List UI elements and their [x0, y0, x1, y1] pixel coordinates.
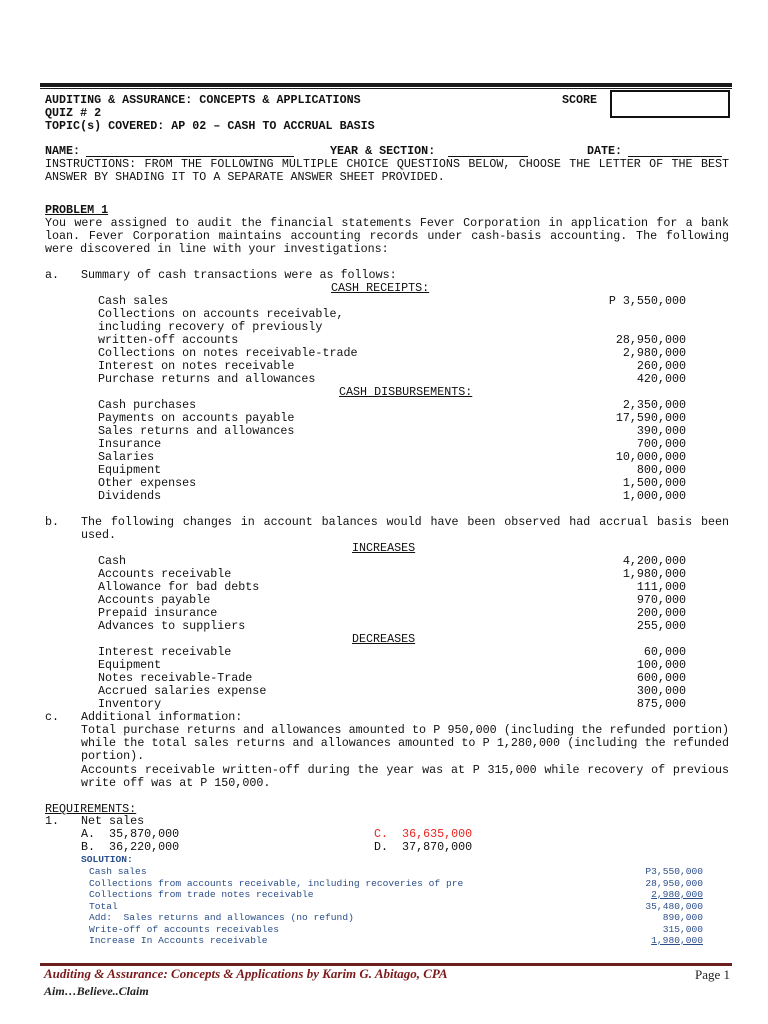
line-item-value: 300,000 — [636, 684, 686, 698]
line-item-label: Collections on accounts receivable, — [98, 307, 344, 321]
line-item-label: Allowance for bad debts — [98, 580, 260, 594]
name-label: NAME: — [45, 144, 81, 158]
line-item-value: 1,980,000 — [651, 935, 703, 946]
line-item-value: 28,950,000 — [615, 333, 686, 347]
question-1-number: 1. — [45, 814, 60, 828]
instructions: INSTRUCTIONS: FROM THE FOLLOWING MULTIPLE CHOICE QUESTIONS BELOW, CHOOSE THE LETTER OF THE BEST ANSWER BY SHADING IT TO A SEPARATE ANSWER SHEET PROVIDED. — [45, 157, 729, 184]
line-item-value: 17,590,000 — [615, 411, 686, 425]
line-item — [89, 912, 703, 924]
line-item — [98, 685, 686, 698]
line-item-value: 800,000 — [636, 463, 686, 477]
additional-info-para-2: Accounts receivable written-off during the year was at P 315,000 while recovery of previous write off was at P 150,000. — [81, 763, 729, 790]
line-item-value: 315,000 — [662, 923, 703, 935]
line-item — [89, 878, 703, 890]
line-item-value: 100,000 — [636, 658, 686, 672]
line-item-label: Prepaid insurance — [98, 606, 218, 620]
line-item-label: Notes receivable-Trade — [98, 671, 253, 685]
line-item-value: 2,980,000 — [651, 889, 703, 900]
line-item-label: Cash sales — [98, 294, 169, 308]
line-item-label: Interest on notes receivable — [98, 359, 295, 373]
line-item-value: 111,000 — [636, 580, 686, 594]
line-item-value: 390,000 — [636, 424, 686, 438]
problem-intro: You were assigned to audit the financial statements Fever Corporation in application for a bank loan. Fever Corporation maintains accounting records under cash-basis accounting. The following were discovered in line with your investigations: — [45, 216, 729, 256]
line-item — [98, 425, 686, 438]
line-item-label: Accounts payable — [98, 593, 211, 607]
item-c-text: Additional information: — [81, 710, 243, 724]
line-item-label: Equipment — [98, 658, 162, 672]
line-item-value: 1,000,000 — [622, 489, 686, 503]
line-item-label: Interest receivable — [98, 645, 232, 659]
year-section-label: YEAR & SECTION: — [330, 144, 436, 158]
line-item-value: 28,950,000 — [645, 877, 703, 889]
footer-tagline: Aim…Believe..Claim — [44, 984, 149, 998]
line-item — [89, 924, 703, 936]
choice-c[interactable]: C. 36,635,000 — [374, 827, 473, 841]
line-item-value: 1,980,000 — [622, 567, 686, 581]
line-item-value: 2,980,000 — [622, 346, 686, 360]
line-item-label: Write-off of accounts receivables — [89, 923, 279, 935]
line-item-value: 1,500,000 — [622, 476, 686, 490]
quiz-number: QUIZ # 2 — [45, 106, 102, 120]
line-item-label: Payments on accounts payable — [98, 411, 295, 425]
line-item — [89, 935, 703, 947]
line-item-value: 875,000 — [636, 697, 686, 711]
line-item-value: P 3,550,000 — [608, 294, 686, 308]
line-item-label: Dividends — [98, 489, 162, 503]
line-item-label: Salaries — [98, 450, 155, 464]
footer-title: Auditing & Assurance: Concepts & Applications by Karim G. Abitago, CPA — [44, 966, 448, 981]
line-item-value: 60,000 — [643, 645, 686, 659]
date-label: DATE: — [587, 144, 623, 158]
item-c-label: c. — [45, 710, 60, 724]
line-item-value: 200,000 — [636, 606, 686, 620]
line-item-label: Collections from accounts receivable, including recoveries of pre — [89, 877, 464, 889]
line-item — [89, 866, 703, 878]
item-b-label: b. — [45, 515, 60, 529]
page-number: Page 1 — [694, 967, 730, 982]
line-item-label: Collections on notes receivable-trade — [98, 346, 358, 360]
line-item-label: Accrued salaries expense — [98, 684, 267, 698]
line-item-label: including recovery of previously — [98, 320, 323, 334]
increases-list — [98, 555, 686, 633]
line-item-value: 890,000 — [662, 912, 703, 923]
line-item-value: 260,000 — [636, 359, 686, 373]
score-label: SCORE — [562, 93, 598, 107]
choice-a[interactable]: A. 35,870,000 — [81, 827, 180, 841]
line-item-label: Cash sales — [89, 866, 147, 877]
line-item-value: P3,550,000 — [645, 866, 703, 877]
line-item-value: 10,000,000 — [615, 450, 686, 464]
cash-disbursements-heading: CASH DISBURSEMENTS: — [339, 385, 473, 399]
line-item-label: Insurance — [98, 437, 162, 451]
header-rule — [40, 83, 732, 87]
problem-title: PROBLEM 1 — [45, 203, 109, 217]
cash-receipts-list — [98, 295, 686, 386]
line-item-label: Advances to suppliers — [98, 619, 246, 633]
line-item-label: Collections from trade notes receivable — [89, 889, 314, 900]
additional-info-para-1: Total purchase returns and allowances amounted to P 950,000 (including the refunded portion) while the total sales returns and allowances amounted to P 1,280,000 (including the refunded portion). — [81, 723, 729, 763]
course-title: AUDITING & ASSURANCE: CONCEPTS & APPLICATIONS — [45, 93, 361, 107]
cash-receipts-heading: CASH RECEIPTS: — [331, 281, 430, 295]
decreases-list — [98, 646, 686, 711]
decreases-heading: DECREASES — [352, 632, 416, 646]
item-a-text: Summary of cash transactions were as follows: — [81, 268, 397, 282]
choice-d[interactable]: D. 37,870,000 — [374, 840, 473, 854]
line-item — [89, 889, 703, 901]
line-item-value: 420,000 — [636, 372, 686, 386]
item-a-label: a. — [45, 268, 60, 282]
line-item-label: Inventory — [98, 697, 162, 711]
line-item-value: 600,000 — [636, 671, 686, 685]
choice-b[interactable]: B. 36,220,000 — [81, 840, 180, 854]
line-item-label: Equipment — [98, 463, 162, 477]
item-b-text: The following changes in account balances would have been observed had accrual basis been used. — [81, 515, 729, 542]
requirements-title: REQUIREMENTS: — [45, 802, 137, 816]
line-item-value: 255,000 — [636, 619, 686, 633]
line-item-label: Cash purchases — [98, 398, 197, 412]
line-item — [98, 438, 686, 451]
line-item — [89, 901, 703, 913]
line-item-label: Purchase returns and allowances — [98, 372, 316, 386]
cash-disbursements-list — [98, 399, 686, 503]
topic-covered: TOPIC(s) COVERED: AP 02 – CASH TO ACCRUAL BASIS — [45, 119, 375, 133]
line-item-value: 700,000 — [636, 437, 686, 451]
line-item-label: Total — [89, 900, 118, 912]
line-item — [98, 451, 686, 464]
question-1-text: Net sales — [81, 814, 145, 828]
line-item-label: Other expenses — [98, 476, 197, 490]
score-box[interactable] — [610, 90, 730, 118]
line-item — [98, 646, 686, 659]
line-item — [98, 490, 686, 503]
line-item-value: 970,000 — [636, 593, 686, 607]
header-rule-thin — [40, 88, 732, 89]
line-item-label: Sales returns and allowances — [98, 424, 295, 438]
line-item-label: written-off accounts — [98, 333, 239, 347]
increases-heading: INCREASES — [352, 541, 416, 555]
line-item-label: Increase In Accounts receivable — [89, 935, 268, 946]
solution-list — [89, 866, 703, 947]
line-item-label: Add: Sales returns and allowances (no refund) — [89, 912, 354, 923]
line-item-label: Accounts receivable — [98, 567, 232, 581]
line-item-value: 4,200,000 — [622, 554, 686, 568]
line-item-label: Cash — [98, 554, 127, 568]
line-item — [98, 477, 686, 490]
line-item-value: 35,480,000 — [645, 900, 703, 912]
line-item-value: 2,350,000 — [622, 398, 686, 412]
solution-label: SOLUTION: — [81, 854, 133, 865]
